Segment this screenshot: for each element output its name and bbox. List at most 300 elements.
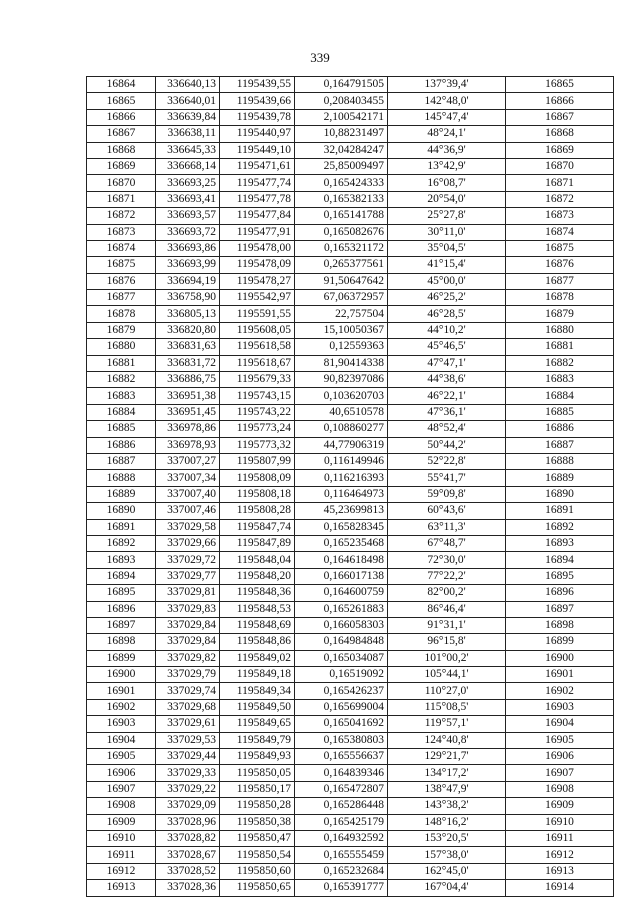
point-id-cell: 16883 xyxy=(87,388,156,404)
next-point-cell: 16906 xyxy=(506,749,614,765)
y-coordinate-cell: 1195618,67 xyxy=(220,355,295,371)
x-coordinate-cell: 337029,79 xyxy=(156,667,220,683)
next-point-cell: 16911 xyxy=(506,830,614,846)
y-coordinate-cell: 1195477,84 xyxy=(220,208,295,224)
y-coordinate-cell: 1195850,17 xyxy=(220,781,295,797)
direction-angle-cell: 124°40,8' xyxy=(388,732,506,748)
y-coordinate-cell: 1195850,38 xyxy=(220,814,295,830)
point-id-cell: 16864 xyxy=(87,77,156,93)
x-coordinate-cell: 337029,68 xyxy=(156,699,220,715)
direction-angle-cell: 137°39,4' xyxy=(388,77,506,93)
direction-angle-cell: 59°09,8' xyxy=(388,486,506,502)
point-id-cell: 16868 xyxy=(87,142,156,158)
y-coordinate-cell: 1195478,27 xyxy=(220,273,295,289)
y-coordinate-cell: 1195608,05 xyxy=(220,322,295,338)
direction-angle-cell: 52°22,8' xyxy=(388,453,506,469)
y-coordinate-cell: 1195848,86 xyxy=(220,634,295,650)
distance-cell: 91,50647642 xyxy=(295,273,388,289)
y-coordinate-cell: 1195848,69 xyxy=(220,617,295,633)
y-coordinate-cell: 1195848,20 xyxy=(220,568,295,584)
x-coordinate-cell: 336951,38 xyxy=(156,388,220,404)
distance-cell: 0,164791505 xyxy=(295,77,388,93)
y-coordinate-cell: 1195849,34 xyxy=(220,683,295,699)
x-coordinate-cell: 336820,80 xyxy=(156,322,220,338)
distance-cell: 0,165321172 xyxy=(295,240,388,256)
next-point-cell: 16905 xyxy=(506,732,614,748)
direction-angle-cell: 145°47,4' xyxy=(388,109,506,125)
direction-angle-cell: 25°27,8' xyxy=(388,208,506,224)
next-point-cell: 16879 xyxy=(506,306,614,322)
y-coordinate-cell: 1195808,18 xyxy=(220,486,295,502)
direction-angle-cell: 96°15,8' xyxy=(388,634,506,650)
y-coordinate-cell: 1195808,28 xyxy=(220,503,295,519)
y-coordinate-cell: 1195477,78 xyxy=(220,191,295,207)
x-coordinate-cell: 337007,46 xyxy=(156,503,220,519)
distance-cell: 90,82397086 xyxy=(295,372,388,388)
direction-angle-cell: 44°36,9' xyxy=(388,142,506,158)
direction-angle-cell: 47°47,1' xyxy=(388,355,506,371)
direction-angle-cell: 148°16,2' xyxy=(388,814,506,830)
y-coordinate-cell: 1195773,24 xyxy=(220,421,295,437)
direction-angle-cell: 77°22,2' xyxy=(388,568,506,584)
x-coordinate-cell: 337029,84 xyxy=(156,617,220,633)
point-id-cell: 16866 xyxy=(87,109,156,125)
table-row xyxy=(87,421,614,437)
table-row xyxy=(87,798,614,814)
distance-cell: 0,166017138 xyxy=(295,568,388,584)
y-coordinate-cell: 1195478,00 xyxy=(220,240,295,256)
table-row xyxy=(87,388,614,404)
y-coordinate-cell: 1195743,15 xyxy=(220,388,295,404)
x-coordinate-cell: 336639,84 xyxy=(156,109,220,125)
table-row xyxy=(87,486,614,502)
direction-angle-cell: 63°11,3' xyxy=(388,519,506,535)
table-row xyxy=(87,699,614,715)
direction-angle-cell: 44°10,2' xyxy=(388,322,506,338)
distance-cell: 0,16519092 xyxy=(295,667,388,683)
y-coordinate-cell: 1195849,18 xyxy=(220,667,295,683)
next-point-cell: 16889 xyxy=(506,470,614,486)
direction-angle-cell: 35°04,5' xyxy=(388,240,506,256)
y-coordinate-cell: 1195849,93 xyxy=(220,749,295,765)
table-row xyxy=(87,339,614,355)
distance-cell: 0,165425179 xyxy=(295,814,388,830)
distance-cell: 0,165426237 xyxy=(295,683,388,699)
next-point-cell: 16880 xyxy=(506,322,614,338)
direction-angle-cell: 162°45,0' xyxy=(388,863,506,879)
point-id-cell: 16884 xyxy=(87,404,156,420)
point-id-cell: 16898 xyxy=(87,634,156,650)
y-coordinate-cell: 1195848,53 xyxy=(220,601,295,617)
y-coordinate-cell: 1195850,47 xyxy=(220,830,295,846)
table-row xyxy=(87,716,614,732)
distance-cell: 0,165286448 xyxy=(295,798,388,814)
next-point-cell: 16871 xyxy=(506,175,614,191)
x-coordinate-cell: 337029,81 xyxy=(156,585,220,601)
next-point-cell: 16891 xyxy=(506,503,614,519)
table-row xyxy=(87,257,614,273)
x-coordinate-cell: 337029,83 xyxy=(156,601,220,617)
table-body xyxy=(87,77,614,897)
y-coordinate-cell: 1195439,78 xyxy=(220,109,295,125)
table-row xyxy=(87,830,614,846)
table-row xyxy=(87,77,614,93)
x-coordinate-cell: 337029,33 xyxy=(156,765,220,781)
direction-angle-cell: 91°31,1' xyxy=(388,617,506,633)
point-id-cell: 16879 xyxy=(87,322,156,338)
y-coordinate-cell: 1195449,10 xyxy=(220,142,295,158)
x-coordinate-cell: 336978,93 xyxy=(156,437,220,453)
y-coordinate-cell: 1195849,50 xyxy=(220,699,295,715)
y-coordinate-cell: 1195478,09 xyxy=(220,257,295,273)
distance-cell: 0,208403455 xyxy=(295,93,388,109)
direction-angle-cell: 45°00,0' xyxy=(388,273,506,289)
point-id-cell: 16889 xyxy=(87,486,156,502)
direction-angle-cell: 45°46,5' xyxy=(388,339,506,355)
table-row xyxy=(87,273,614,289)
next-point-cell: 16885 xyxy=(506,404,614,420)
x-coordinate-cell: 337029,09 xyxy=(156,798,220,814)
point-id-cell: 16871 xyxy=(87,191,156,207)
distance-cell: 25,85009497 xyxy=(295,158,388,174)
direction-angle-cell: 167°04,4' xyxy=(388,880,506,896)
table-row xyxy=(87,585,614,601)
x-coordinate-cell: 336978,86 xyxy=(156,421,220,437)
table-row xyxy=(87,519,614,535)
coordinates-table xyxy=(86,76,614,897)
direction-angle-cell: 44°38,6' xyxy=(388,372,506,388)
point-id-cell: 16874 xyxy=(87,240,156,256)
next-point-cell: 16897 xyxy=(506,601,614,617)
point-id-cell: 16885 xyxy=(87,421,156,437)
x-coordinate-cell: 337028,52 xyxy=(156,863,220,879)
next-point-cell: 16901 xyxy=(506,667,614,683)
x-coordinate-cell: 337007,34 xyxy=(156,470,220,486)
table-row xyxy=(87,814,614,830)
distance-cell: 0,165082676 xyxy=(295,224,388,240)
point-id-cell: 16881 xyxy=(87,355,156,371)
distance-cell: 0,165424333 xyxy=(295,175,388,191)
table-row xyxy=(87,126,614,142)
point-id-cell: 16875 xyxy=(87,257,156,273)
x-coordinate-cell: 336805,13 xyxy=(156,306,220,322)
point-id-cell: 16892 xyxy=(87,535,156,551)
x-coordinate-cell: 336645,33 xyxy=(156,142,220,158)
direction-angle-cell: 20°54,0' xyxy=(388,191,506,207)
x-coordinate-cell: 337029,58 xyxy=(156,519,220,535)
y-coordinate-cell: 1195847,89 xyxy=(220,535,295,551)
x-coordinate-cell: 336951,45 xyxy=(156,404,220,420)
distance-cell: 0,164932592 xyxy=(295,830,388,846)
next-point-cell: 16902 xyxy=(506,683,614,699)
x-coordinate-cell: 337029,82 xyxy=(156,650,220,666)
x-coordinate-cell: 337028,96 xyxy=(156,814,220,830)
y-coordinate-cell: 1195850,54 xyxy=(220,847,295,863)
point-id-cell: 16880 xyxy=(87,339,156,355)
next-point-cell: 16869 xyxy=(506,142,614,158)
y-coordinate-cell: 1195542,97 xyxy=(220,290,295,306)
y-coordinate-cell: 1195477,74 xyxy=(220,175,295,191)
point-id-cell: 16865 xyxy=(87,93,156,109)
point-id-cell: 16891 xyxy=(87,519,156,535)
next-point-cell: 16877 xyxy=(506,273,614,289)
distance-cell: 81,90414338 xyxy=(295,355,388,371)
x-coordinate-cell: 336693,41 xyxy=(156,191,220,207)
point-id-cell: 16901 xyxy=(87,683,156,699)
y-coordinate-cell: 1195850,28 xyxy=(220,798,295,814)
direction-angle-cell: 16°08,7' xyxy=(388,175,506,191)
point-id-cell: 16888 xyxy=(87,470,156,486)
point-id-cell: 16907 xyxy=(87,781,156,797)
x-coordinate-cell: 337029,77 xyxy=(156,568,220,584)
distance-cell: 0,165699004 xyxy=(295,699,388,715)
table-row xyxy=(87,601,614,617)
distance-cell: 0,116464973 xyxy=(295,486,388,502)
next-point-cell: 16882 xyxy=(506,355,614,371)
point-id-cell: 16894 xyxy=(87,568,156,584)
y-coordinate-cell: 1195618,58 xyxy=(220,339,295,355)
direction-angle-cell: 13°42,9' xyxy=(388,158,506,174)
distance-cell: 22,757504 xyxy=(295,306,388,322)
table-row xyxy=(87,208,614,224)
x-coordinate-cell: 336831,63 xyxy=(156,339,220,355)
next-point-cell: 16878 xyxy=(506,290,614,306)
direction-angle-cell: 101°00,2' xyxy=(388,650,506,666)
next-point-cell: 16893 xyxy=(506,535,614,551)
y-coordinate-cell: 1195847,74 xyxy=(220,519,295,535)
table-row xyxy=(87,175,614,191)
x-coordinate-cell: 337029,44 xyxy=(156,749,220,765)
table-row xyxy=(87,749,614,765)
next-point-cell: 16900 xyxy=(506,650,614,666)
x-coordinate-cell: 336758,90 xyxy=(156,290,220,306)
x-coordinate-cell: 336638,11 xyxy=(156,126,220,142)
distance-cell: 0,165828345 xyxy=(295,519,388,535)
distance-cell: 10,88231497 xyxy=(295,126,388,142)
point-id-cell: 16896 xyxy=(87,601,156,617)
table-row xyxy=(87,667,614,683)
table-row xyxy=(87,404,614,420)
table-row xyxy=(87,552,614,568)
next-point-cell: 16910 xyxy=(506,814,614,830)
direction-angle-cell: 48°24,1' xyxy=(388,126,506,142)
point-id-cell: 16909 xyxy=(87,814,156,830)
y-coordinate-cell: 1195439,66 xyxy=(220,93,295,109)
x-coordinate-cell: 337029,22 xyxy=(156,781,220,797)
next-point-cell: 16866 xyxy=(506,93,614,109)
distance-cell: 0,165391777 xyxy=(295,880,388,896)
x-coordinate-cell: 337029,72 xyxy=(156,552,220,568)
direction-angle-cell: 46°28,5' xyxy=(388,306,506,322)
distance-cell: 0,165235468 xyxy=(295,535,388,551)
next-point-cell: 16895 xyxy=(506,568,614,584)
direction-angle-cell: 30°11,0' xyxy=(388,224,506,240)
next-point-cell: 16896 xyxy=(506,585,614,601)
distance-cell: 0,165380803 xyxy=(295,732,388,748)
x-coordinate-cell: 337029,66 xyxy=(156,535,220,551)
x-coordinate-cell: 336886,75 xyxy=(156,372,220,388)
table-row xyxy=(87,240,614,256)
point-id-cell: 16906 xyxy=(87,765,156,781)
point-id-cell: 16897 xyxy=(87,617,156,633)
table-row xyxy=(87,224,614,240)
next-point-cell: 16899 xyxy=(506,634,614,650)
point-id-cell: 16876 xyxy=(87,273,156,289)
table-row xyxy=(87,470,614,486)
point-id-cell: 16911 xyxy=(87,847,156,863)
direction-angle-cell: 134°17,2' xyxy=(388,765,506,781)
distance-cell: 0,103620703 xyxy=(295,388,388,404)
direction-angle-cell: 138°47,9' xyxy=(388,781,506,797)
distance-cell: 44,77906319 xyxy=(295,437,388,453)
x-coordinate-cell: 336693,99 xyxy=(156,257,220,273)
table-row xyxy=(87,650,614,666)
distance-cell: 67,06372957 xyxy=(295,290,388,306)
point-id-cell: 16913 xyxy=(87,880,156,896)
distance-cell: 0,165034087 xyxy=(295,650,388,666)
direction-angle-cell: 47°36,1' xyxy=(388,404,506,420)
table-row xyxy=(87,880,614,896)
x-coordinate-cell: 336693,86 xyxy=(156,240,220,256)
y-coordinate-cell: 1195743,22 xyxy=(220,404,295,420)
direction-angle-cell: 55°41,7' xyxy=(388,470,506,486)
table-row xyxy=(87,142,614,158)
y-coordinate-cell: 1195591,55 xyxy=(220,306,295,322)
table-row xyxy=(87,863,614,879)
y-coordinate-cell: 1195477,91 xyxy=(220,224,295,240)
distance-cell: 0,12559363 xyxy=(295,339,388,355)
point-id-cell: 16872 xyxy=(87,208,156,224)
distance-cell: 2,100542171 xyxy=(295,109,388,125)
x-coordinate-cell: 337029,53 xyxy=(156,732,220,748)
x-coordinate-cell: 336668,14 xyxy=(156,158,220,174)
next-point-cell: 16890 xyxy=(506,486,614,502)
table-row xyxy=(87,503,614,519)
point-id-cell: 16882 xyxy=(87,372,156,388)
direction-angle-cell: 72°30,0' xyxy=(388,552,506,568)
next-point-cell: 16913 xyxy=(506,863,614,879)
y-coordinate-cell: 1195679,33 xyxy=(220,372,295,388)
direction-angle-cell: 46°25,2' xyxy=(388,290,506,306)
x-coordinate-cell: 337029,74 xyxy=(156,683,220,699)
direction-angle-cell: 129°21,7' xyxy=(388,749,506,765)
distance-cell: 32,04284247 xyxy=(295,142,388,158)
next-point-cell: 16884 xyxy=(506,388,614,404)
table-row xyxy=(87,372,614,388)
point-id-cell: 16887 xyxy=(87,453,156,469)
x-coordinate-cell: 336640,13 xyxy=(156,77,220,93)
direction-angle-cell: 41°15,4' xyxy=(388,257,506,273)
table-row xyxy=(87,306,614,322)
direction-angle-cell: 86°46,4' xyxy=(388,601,506,617)
next-point-cell: 16904 xyxy=(506,716,614,732)
y-coordinate-cell: 1195773,32 xyxy=(220,437,295,453)
next-point-cell: 16912 xyxy=(506,847,614,863)
table-row xyxy=(87,322,614,338)
next-point-cell: 16883 xyxy=(506,372,614,388)
distance-cell: 15,10050367 xyxy=(295,322,388,338)
distance-cell: 0,165472807 xyxy=(295,781,388,797)
distance-cell: 0,116149946 xyxy=(295,453,388,469)
page-number: 339 xyxy=(310,50,330,65)
y-coordinate-cell: 1195440,97 xyxy=(220,126,295,142)
table-row xyxy=(87,634,614,650)
distance-cell: 40,6510578 xyxy=(295,404,388,420)
direction-angle-cell: 105°44,1' xyxy=(388,667,506,683)
point-id-cell: 16905 xyxy=(87,749,156,765)
direction-angle-cell: 50°44,2' xyxy=(388,437,506,453)
point-id-cell: 16870 xyxy=(87,175,156,191)
direction-angle-cell: 157°38,0' xyxy=(388,847,506,863)
point-id-cell: 16869 xyxy=(87,158,156,174)
point-id-cell: 16908 xyxy=(87,798,156,814)
distance-cell: 0,108860277 xyxy=(295,421,388,437)
next-point-cell: 16894 xyxy=(506,552,614,568)
x-coordinate-cell: 336694,19 xyxy=(156,273,220,289)
table-row xyxy=(87,781,614,797)
next-point-cell: 16881 xyxy=(506,339,614,355)
y-coordinate-cell: 1195849,65 xyxy=(220,716,295,732)
next-point-cell: 16874 xyxy=(506,224,614,240)
distance-cell: 0,164618498 xyxy=(295,552,388,568)
next-point-cell: 16865 xyxy=(506,77,614,93)
direction-angle-cell: 142°48,0' xyxy=(388,93,506,109)
point-id-cell: 16912 xyxy=(87,863,156,879)
distance-cell: 0,165382133 xyxy=(295,191,388,207)
table-row xyxy=(87,568,614,584)
next-point-cell: 16909 xyxy=(506,798,614,814)
point-id-cell: 16890 xyxy=(87,503,156,519)
next-point-cell: 16907 xyxy=(506,765,614,781)
table-row xyxy=(87,453,614,469)
point-id-cell: 16903 xyxy=(87,716,156,732)
y-coordinate-cell: 1195850,60 xyxy=(220,863,295,879)
distance-cell: 0,164600759 xyxy=(295,585,388,601)
y-coordinate-cell: 1195848,36 xyxy=(220,585,295,601)
point-id-cell: 16893 xyxy=(87,552,156,568)
point-id-cell: 16878 xyxy=(87,306,156,322)
distance-cell: 0,265377561 xyxy=(295,257,388,273)
direction-angle-cell: 82°00,2' xyxy=(388,585,506,601)
distance-cell: 0,116216393 xyxy=(295,470,388,486)
point-id-cell: 16902 xyxy=(87,699,156,715)
y-coordinate-cell: 1195808,09 xyxy=(220,470,295,486)
distance-cell: 0,165232684 xyxy=(295,863,388,879)
next-point-cell: 16886 xyxy=(506,421,614,437)
point-id-cell: 16877 xyxy=(87,290,156,306)
distance-cell: 0,165261883 xyxy=(295,601,388,617)
x-coordinate-cell: 336693,72 xyxy=(156,224,220,240)
distance-cell: 0,166058303 xyxy=(295,617,388,633)
table-row xyxy=(87,847,614,863)
next-point-cell: 16875 xyxy=(506,240,614,256)
direction-angle-cell: 143°38,2' xyxy=(388,798,506,814)
x-coordinate-cell: 336831,72 xyxy=(156,355,220,371)
distance-cell: 0,165141788 xyxy=(295,208,388,224)
next-point-cell: 16870 xyxy=(506,158,614,174)
next-point-cell: 16873 xyxy=(506,208,614,224)
direction-angle-cell: 119°57,1' xyxy=(388,716,506,732)
x-coordinate-cell: 337028,82 xyxy=(156,830,220,846)
x-coordinate-cell: 336640,01 xyxy=(156,93,220,109)
table-row xyxy=(87,290,614,306)
distance-cell: 0,164984848 xyxy=(295,634,388,650)
next-point-cell: 16914 xyxy=(506,880,614,896)
y-coordinate-cell: 1195471,61 xyxy=(220,158,295,174)
next-point-cell: 16872 xyxy=(506,191,614,207)
x-coordinate-cell: 337007,40 xyxy=(156,486,220,502)
table-row xyxy=(87,683,614,699)
